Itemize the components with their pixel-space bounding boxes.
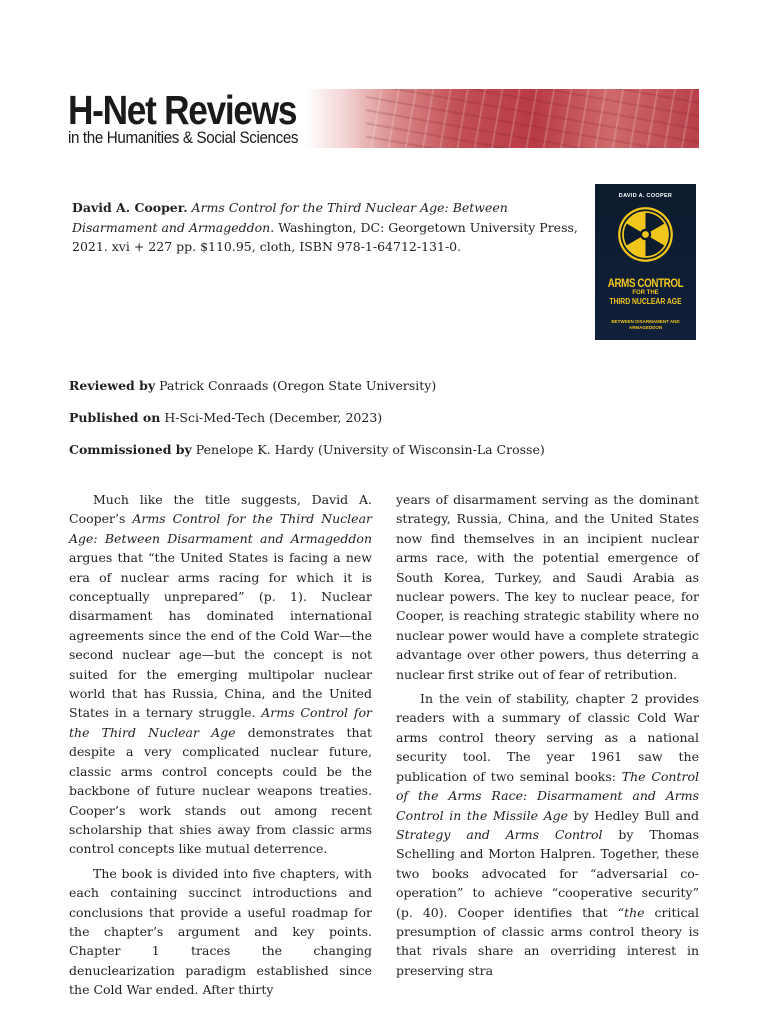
text-run: Much like the title suggests, David A. Cooper’s [69,492,372,527]
citation-publication: Washington, DC: Georgetown University Press, 2021. xvi + 227 pp. $110.95, cloth, ISBN 978-1-64712-131-0. [72,219,578,254]
reviewed-by-value: Patrick Conraads (Oregon State University) [159,378,437,393]
paragraph [69,490,372,859]
cover-title-line1: ARMS CONTROL [607,276,684,290]
banner-title: H-Net Reviews [68,89,297,133]
citation-book-title: Arms Control for the Third Nuclear Age: Between Disarmament and Armageddon. [72,200,508,235]
book-citation [72,198,592,257]
published-on-line [69,409,382,427]
italic-title: Strategy and Arms Control [396,826,603,842]
body-column-right [396,490,699,985]
text-run: In the vein of stability, chapter 2 provides readers with a summary of classic Cold War arms control theory serving as a national security tool. The year 1961 saw the publication of two seminal books: [396,691,699,784]
text-run: by Thomas Schelling and Morton Halpren. Together, these two books advocated for “adversarial cooperation” to achieve “cooperative security” (p. 40). Cooper identifies that [396,826,699,920]
cover-author: DAVID A. COOPER [618,193,673,199]
cover-title-line2: FOR THE [632,290,659,296]
paragraph: The book is divided into five chapters, with each containing succinct introductions and conclusions that provide a useful roadmap for the chapter’s argument and key points. Chapter 1 traces the changing denuclearization paradigm established since the Cold War ended. After thirty [69,865,372,998]
text-run: critical presumption of classic arms control theory is that rivals share an overriding interest in preserving stra [396,904,699,978]
published-on-value: H-Sci-Med-Tech (December, 2023) [164,410,383,425]
body-column-left [69,490,372,1005]
published-on-label: Published on [69,410,161,425]
text-run: argues that “the United States is facing a new era of nuclear arms racing for which it is conceptually unprepared” (p. 1). Nuclear disarmament has dominated international agreements since the end of the Cold War—the second nuclear age—but the concept is not suited for the emerging multipolar nuclear world that has Russia, China, and the United States in a ternary struggle. [69,550,372,721]
commissioned-by-line [69,441,545,459]
paragraph: years of disarmament serving as the dominant strategy, Russia, China, and the United States now find themselves in an incipient nuclear arms race, with the potential emergence of South Korea, Turkey, and Saudi Arabia as nuclear powers. The key to nuclear peace, for Cooper, is reaching strategic stability where no nuclear power would have a complete strategic advantage over other powers, thus deterring a nuclear first strike out of fear of retribution. [396,492,699,682]
hnet-banner [66,89,699,148]
italic-title: Arms Control for the Third Nuclear Age [69,705,372,740]
cover-subtitle: BETWEEN DISARMAMENT AND ARMAGEDDON [611,319,680,330]
commissioned-by-value: Penelope K. Hardy (University of Wisconsin-La Crosse) [195,442,545,457]
radiation-trefoil-icon [617,206,674,263]
reviewed-by-label: Reviewed by [69,378,156,393]
commissioned-by-label: Commissioned by [69,442,192,457]
reviewed-by-line [69,377,436,395]
paragraph [396,689,699,980]
text-run: by Hedley Bull and [568,807,699,823]
italic-title: Arms Control for the Third Nuclear Age: Between Disarmament and Armageddon [69,511,372,546]
keyboard-image [366,89,699,148]
text-run: demonstrates that despite a very complicated nuclear future, classic arms control concepts could be the backbone of future nuclear weapons treaties. Cooper’s work stands out among recent scholarship that shies away from classic arms control concepts like mutual deterrence. [69,724,372,857]
book-cover [595,184,696,340]
italic-quote: “the [617,904,645,920]
cover-title-line3: THIRD NUCLEAR AGE [609,297,682,306]
citation-author: David A. Cooper. [72,200,188,215]
banner-subtitle: in the Humanities & Social Sciences [68,129,299,147]
italic-title: The Control of the Arms Race: Disarmament and Arms Control in the Missile Age [396,768,699,823]
